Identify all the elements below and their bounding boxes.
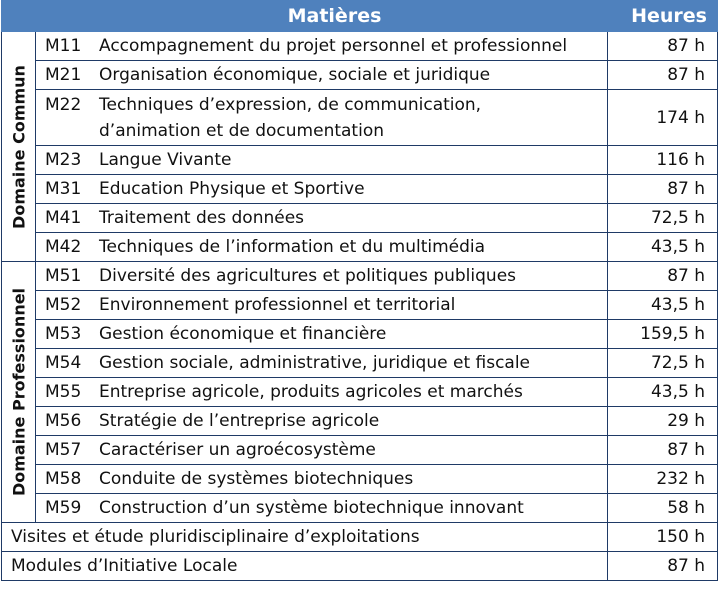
module-hours: 43,5 h: [608, 378, 718, 407]
module-cell: [36, 349, 608, 378]
module-label: Gestion économique et financière: [99, 324, 387, 344]
module-label: Entreprise agricole, produits agricoles et marchés: [99, 382, 523, 402]
table-row: [2, 523, 718, 552]
module-cell: [36, 204, 608, 233]
module-code: M11: [45, 36, 82, 56]
table-row: [2, 320, 718, 349]
module-hours: 116 h: [608, 146, 718, 175]
module-cell: [36, 32, 608, 61]
table-row: [2, 204, 718, 233]
module-cell: [36, 407, 608, 436]
table-row: [2, 349, 718, 378]
module-code: M59: [45, 498, 82, 518]
module-hours: 72,5 h: [608, 349, 718, 378]
header-hours: Heures: [608, 1, 718, 32]
module-label: Techniques de l’information et du multimédia: [99, 237, 486, 257]
module-label: Construction d’un système biotechnique innovant: [99, 498, 524, 518]
module-cell: [36, 291, 608, 320]
module-hours: 43,5 h: [608, 291, 718, 320]
table-row: [2, 262, 718, 291]
group-label-professional-cell: [2, 262, 36, 523]
table-row: [2, 175, 718, 204]
module-hours: 159,5 h: [608, 320, 718, 349]
group-label-common: Domaine Commun: [9, 64, 28, 229]
table-row: [2, 465, 718, 494]
module-hours: 58 h: [608, 494, 718, 523]
table-row: [2, 552, 718, 581]
extra-row-hours: 87 h: [608, 552, 718, 581]
module-code: M55: [45, 382, 82, 402]
module-label: Accompagnement du projet personnel et professionnel: [99, 36, 568, 56]
module-code: M23: [45, 150, 82, 170]
table-row: [2, 436, 718, 465]
table-header-row: [2, 1, 718, 32]
header-subjects: Matières: [2, 1, 608, 32]
module-cell: [36, 465, 608, 494]
table-row: [2, 32, 718, 61]
table-row: [2, 407, 718, 436]
module-cell: [36, 262, 608, 291]
module-code: M51: [45, 266, 82, 286]
module-label: Stratégie de l’entreprise agricole: [99, 411, 380, 431]
module-hours: 87 h: [608, 436, 718, 465]
module-label: Diversité des agricultures et politiques publiques: [99, 266, 517, 286]
module-code: M21: [45, 65, 82, 85]
module-label-line2: d’animation et de documentation: [99, 120, 384, 141]
module-code: M31: [45, 179, 82, 199]
table-row: [2, 233, 718, 262]
table-row: [2, 61, 718, 90]
module-label: Caractériser un agroécosystème: [99, 440, 376, 460]
module-hours: 232 h: [608, 465, 718, 494]
table-row: [2, 378, 718, 407]
module-cell: [36, 494, 608, 523]
module-code: M57: [45, 440, 82, 460]
module-hours: 43,5 h: [608, 233, 718, 262]
module-hours: 87 h: [608, 175, 718, 204]
module-code: M22: [45, 94, 82, 115]
extra-row-label: Visites et étude pluridisciplinaire d’exploitations: [2, 523, 608, 552]
module-label-line1: Techniques d’expression, de communication,: [99, 94, 482, 115]
module-hours: 29 h: [608, 407, 718, 436]
module-code: M42: [45, 237, 82, 257]
module-label: Education Physique et Sportive: [99, 179, 365, 199]
extra-row-label: Modules d’Initiative Locale: [2, 552, 608, 581]
module-hours: 87 h: [608, 262, 718, 291]
group-label-professional: Domaine Professionnel: [9, 287, 28, 497]
module-code: M53: [45, 324, 82, 344]
module-cell: [36, 61, 608, 90]
module-label: Gestion sociale, administrative, juridique et fiscale: [99, 353, 531, 373]
module-hours: 174 h: [608, 90, 718, 146]
module-hours: 72,5 h: [608, 204, 718, 233]
module-code: M56: [45, 411, 82, 431]
module-label: Langue Vivante: [99, 150, 232, 170]
module-cell: [36, 233, 608, 262]
module-cell: [36, 175, 608, 204]
table-row: [2, 494, 718, 523]
module-cell: [36, 146, 608, 175]
module-code: M54: [45, 353, 82, 373]
module-code: M52: [45, 295, 82, 315]
module-cell: [36, 320, 608, 349]
curriculum-table: [1, 0, 718, 581]
table-row: [2, 291, 718, 320]
module-hours: 87 h: [608, 32, 718, 61]
module-cell: [36, 378, 608, 407]
module-code: M58: [45, 469, 82, 489]
table-row: [2, 146, 718, 175]
table-row: [2, 90, 718, 146]
module-hours: 87 h: [608, 61, 718, 90]
module-cell: [36, 436, 608, 465]
module-label: Traitement des données: [99, 208, 305, 228]
module-label: Environnement professionnel et territorial: [99, 295, 456, 315]
group-label-common-cell: [2, 32, 36, 262]
module-code: M41: [45, 208, 82, 228]
module-label: Conduite de systèmes biotechniques: [99, 469, 414, 489]
module-label: Organisation économique, sociale et juridique: [99, 65, 491, 85]
extra-row-hours: 150 h: [608, 523, 718, 552]
module-cell: [36, 90, 608, 146]
